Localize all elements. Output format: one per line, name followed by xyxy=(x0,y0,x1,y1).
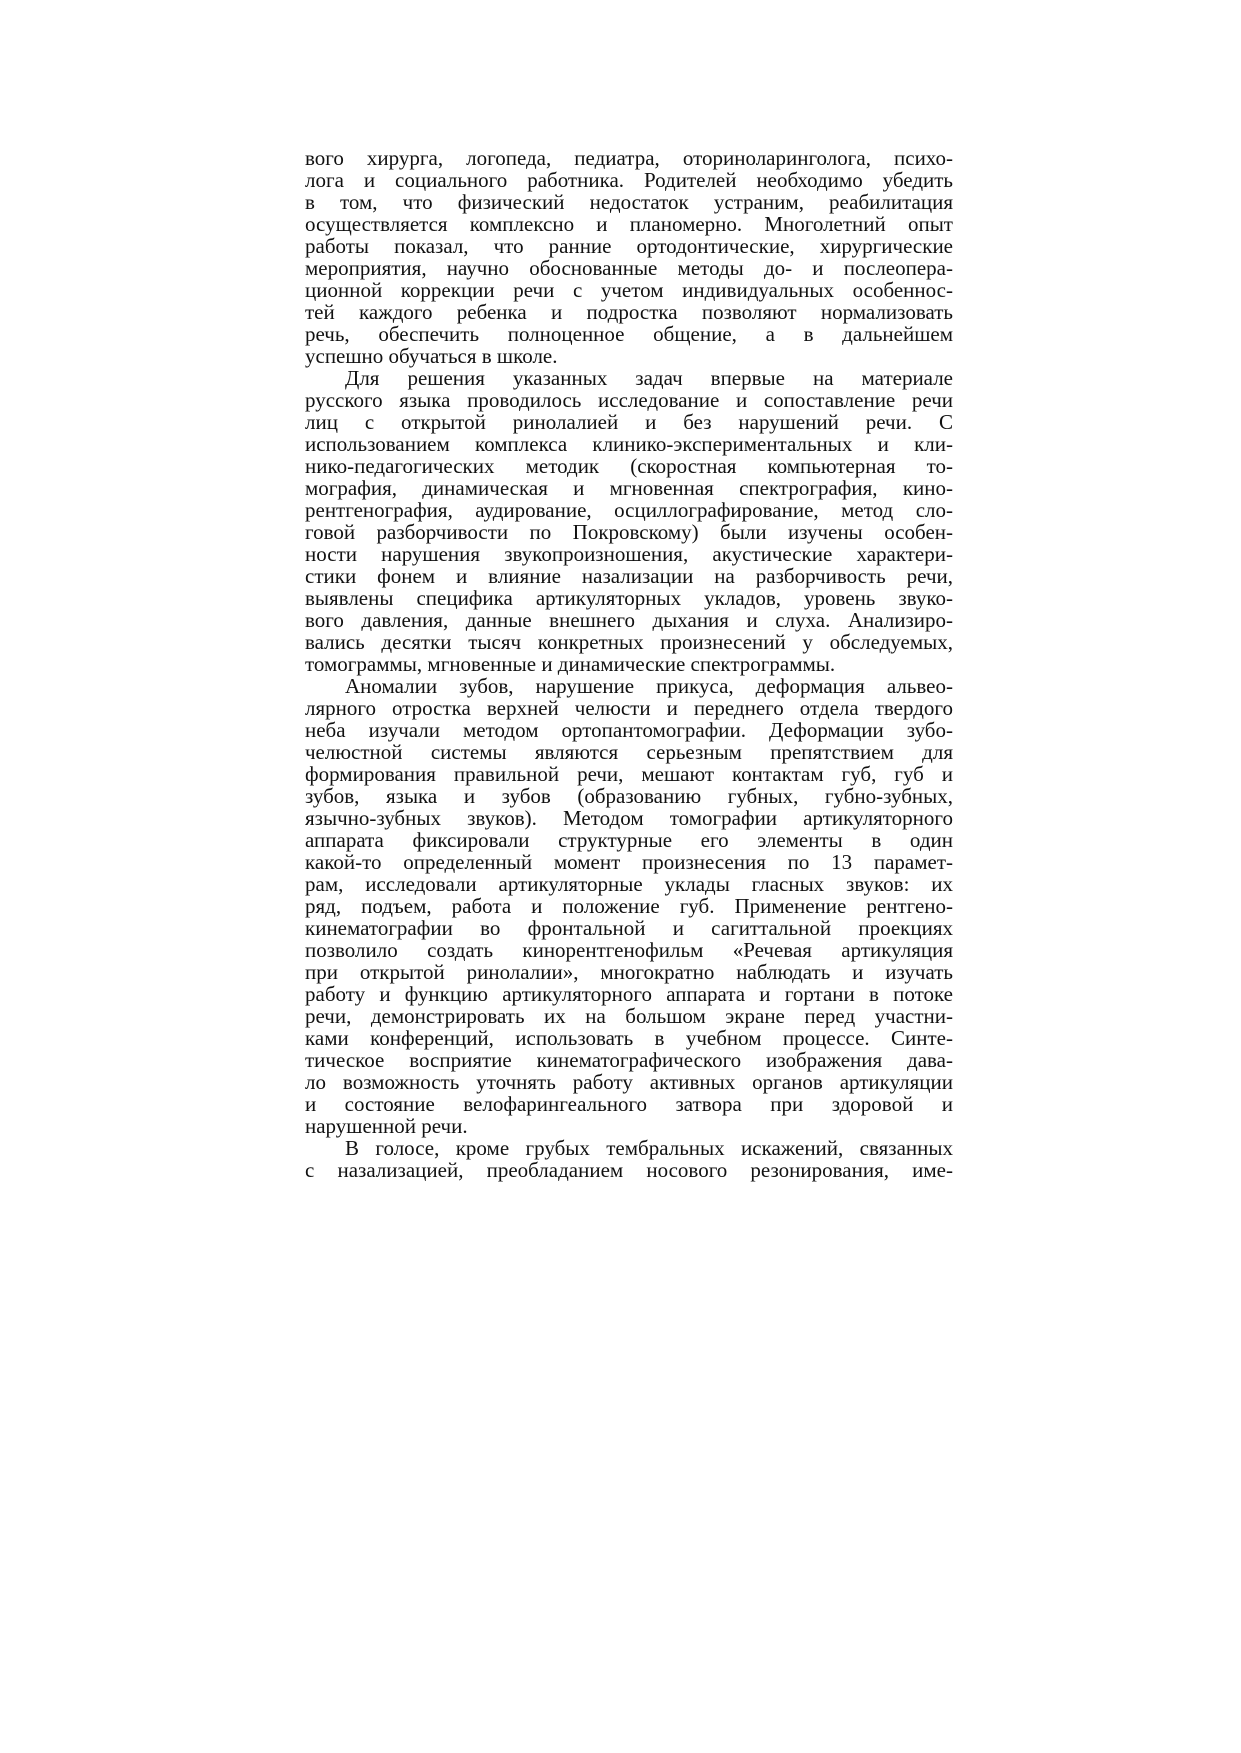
text-line: аппарата фиксировали структурные его элементы в один xyxy=(305,828,953,852)
text-line: при открытой ринолалии», многократно наблюдать и изучать xyxy=(305,960,953,984)
text-line: В голосе, кроме грубых тембральных искажений, связанных xyxy=(345,1136,953,1160)
text-line: позволило создать кинорентгенофильм «Речевая артикуляция xyxy=(305,938,953,962)
text-line: с назализацией, преобладанием носового резонирования, име- xyxy=(305,1158,953,1182)
text-line: вались десятки тысяч конкретных произнесений у обследуемых, xyxy=(305,630,953,654)
text-line: говой разборчивости по Покровскому) были изучены особен- xyxy=(305,520,953,544)
text-line: стики фонем и влияние назализации на разборчивость речи, xyxy=(305,564,953,588)
document-body xyxy=(305,147,953,1181)
text-line: какой-то определенный момент произнесения по 13 парамет- xyxy=(305,850,953,874)
text-line: лярного отростка верхней челюсти и переднего отдела твердого xyxy=(305,696,953,720)
text-line: и состояние велофарингеального затвора при здоровой и xyxy=(305,1092,953,1116)
text-line: вого хирурга, логопеда, педиатра, оториноларинголога, психо- xyxy=(305,146,953,170)
text-line: использованием комплекса клинико-экспериментальных и кли- xyxy=(305,432,953,456)
text-line: язычно-зубных звуков). Методом томографии артикуляторного xyxy=(305,806,953,830)
text-line: кинематографии во фронтальной и сагиттальной проекциях xyxy=(305,916,953,940)
text-line: ности нарушения звукопроизношения, акустические характери- xyxy=(305,542,953,566)
text-line: рам, исследовали артикуляторные уклады гласных звуков: их xyxy=(305,872,953,896)
text-line: выявлены специфика артикуляторных укладов, уровень звуко- xyxy=(305,586,953,610)
text-line: речи, демонстрировать их на большом экране перед участни- xyxy=(305,1004,953,1028)
text-line: неба изучали методом ортопантомографии. Деформации зубо- xyxy=(305,718,953,742)
text-line: Для решения указанных задач впервые на материале xyxy=(345,366,953,390)
text-line: челюстной системы являются серьезным препятствием для xyxy=(305,740,953,764)
text-line: нико-педагогических методик (скоростная компьютерная то- xyxy=(305,454,953,478)
paragraph xyxy=(305,1137,953,1181)
paragraph xyxy=(305,367,953,675)
text-line: формирования правильной речи, мешают контактам губ, губ и xyxy=(305,762,953,786)
text-line: работы показал, что ранние ортодонтические, хирургические xyxy=(305,234,953,258)
text-line: русского языка проводилось исследование и сопоставление речи xyxy=(305,388,953,412)
paragraph xyxy=(305,147,953,367)
text-line: ло возможность уточнять работу активных органов артикуляции xyxy=(305,1070,953,1094)
text-line: мография, динамическая и мгновенная спектрография, кино- xyxy=(305,476,953,500)
text-line: тей каждого ребенка и подростка позволяют нормализовать xyxy=(305,300,953,324)
text-line: успешно обучаться в школе. xyxy=(305,344,558,368)
text-line: ряд, подъем, работа и положение губ. Применение рентгено- xyxy=(305,894,953,918)
text-line: Аномалии зубов, нарушение прикуса, деформация альвео- xyxy=(345,674,953,698)
text-line: в том, что физический недостаток устраним, реабилитация xyxy=(305,190,953,214)
text-line: ками конференций, использовать в учебном процессе. Синте- xyxy=(305,1026,953,1050)
text-line: мероприятия, научно обоснованные методы до- и послеопера- xyxy=(305,256,953,280)
text-line: осуществляется комплексно и планомерно. Многолетний опыт xyxy=(305,212,953,236)
text-line: речь, обеспечить полноценное общение, а в дальнейшем xyxy=(305,322,953,346)
text-line: зубов, языка и зубов (образованию губных, губно-зубных, xyxy=(305,784,953,808)
text-line: томограммы, мгновенные и динамические спектрограммы. xyxy=(305,652,836,676)
text-line: вого давления, данные внешнего дыхания и слуха. Анализиро- xyxy=(305,608,953,632)
text-line: лиц с открытой ринолалией и без нарушений речи. С xyxy=(305,410,953,434)
text-line: работу и функцию артикуляторного аппарата и гортани в потоке xyxy=(305,982,953,1006)
text-line: рентгенография, аудирование, осциллографирование, метод сло- xyxy=(305,498,953,522)
text-line: ционной коррекции речи с учетом индивидуальных особеннос- xyxy=(305,278,953,302)
text-line: лога и социального работника. Родителей необходимо убедить xyxy=(305,168,953,192)
text-line: нарушенной речи. xyxy=(305,1114,468,1138)
paragraph xyxy=(305,675,953,1137)
text-line: тическое восприятие кинематографического изображения дава- xyxy=(305,1048,953,1072)
